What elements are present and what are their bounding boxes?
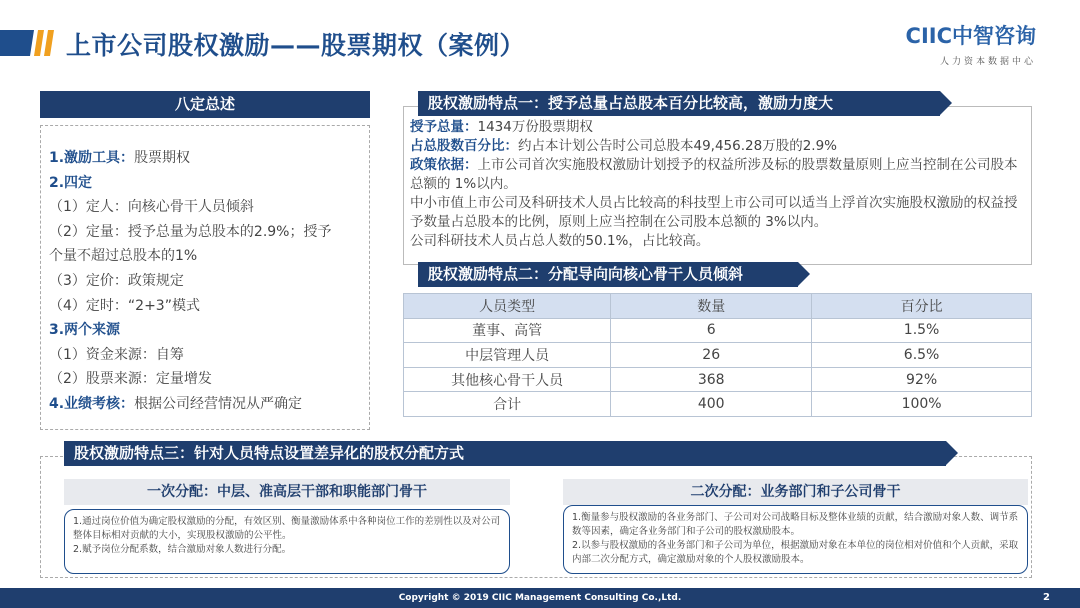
table-row <box>404 392 1032 417</box>
table-cell: 1.5% <box>812 318 1032 343</box>
feature1-item: 中小市值上市公司及科研技术人员占比较高的科技型上市公司可以适当上浮首次实施股权激励的权益授予数量占总股本的比例，原则上应当控制在公司股本总额的 3%以内。 <box>410 195 1018 230</box>
feature1-item: 公司科研技术人员占总人数的50.1%，占比较高。 <box>410 233 710 249</box>
table-cell: 368 <box>611 367 812 392</box>
feature1-heading: 股权激励特点一：授予总量占总股本百分比较高，激励力度大 <box>418 91 940 116</box>
table-cell: 400 <box>611 392 812 417</box>
summary-line: 2.四定 <box>49 174 93 191</box>
table-cell: 92% <box>812 367 1032 392</box>
table-cell: 合计 <box>404 392 611 417</box>
table-row <box>404 367 1032 392</box>
summary-heading: 八定总述 <box>40 91 370 118</box>
logo-sub-text: 人力资本数据中心 <box>939 57 1036 67</box>
feature1-content <box>410 118 1028 251</box>
page-number: 2 <box>1043 592 1050 603</box>
column-header: 数量 <box>611 294 812 319</box>
table-row <box>404 318 1032 343</box>
summary-line: （3）定价：政策规定 <box>49 272 184 289</box>
footer-bar <box>0 588 1080 608</box>
column-header: 百分比 <box>812 294 1032 319</box>
summary-line: 3.两个来源 <box>49 322 121 339</box>
table-cell: 26 <box>611 343 812 368</box>
feature1-item: 授予总量：1434万份股票期权 <box>410 119 593 135</box>
summary-panel <box>40 125 370 430</box>
summary-line: 1.激励工具：股票期权 <box>49 150 191 166</box>
table-cell: 中层管理人员 <box>404 343 611 368</box>
page-title: 上市公司股权激励——股票期权（案例） <box>66 31 526 60</box>
summary-line: （2）股票来源：定量增发 <box>49 371 212 388</box>
table-cell: 其他核心骨干人员 <box>404 367 611 392</box>
summary-line: 个量不超过总股本的1% <box>49 248 198 265</box>
table-cell: 6.5% <box>812 343 1032 368</box>
company-logo <box>886 20 1036 67</box>
allocation-table <box>403 293 1032 417</box>
feature1-item: 政策依据：上市公司首次实施股权激励计划授予的权益所涉及标的股票数量原则上应当控制在公司股本总额的 1%以内。 <box>410 157 1018 192</box>
summary-line: （4）定时：“2+3”模式 <box>49 297 200 314</box>
logo-main-text: CIIC中智咨询 <box>905 24 1036 48</box>
summary-line: （1）定人：向核心骨干人员倾斜 <box>49 199 254 216</box>
feature2-heading: 股权激励特点二：分配导向向核心骨干人员倾斜 <box>418 262 798 287</box>
summary-line: （2）定量：授予总量为总股本的2.9%；授予 <box>49 223 332 240</box>
table-row <box>404 343 1032 368</box>
copyright-text: Copyright © 2019 CIIC Management Consulting Co.,Ltd. <box>398 593 682 603</box>
table-cell: 100% <box>812 392 1032 417</box>
first-allocation-heading: 一次分配：中层、准高层干部和职能部门骨干 <box>64 479 510 505</box>
table-header-row <box>404 294 1032 319</box>
summary-line: （1）资金来源：自筹 <box>49 346 184 363</box>
title-accent-bar <box>0 30 58 56</box>
table-cell: 6 <box>611 318 812 343</box>
feature1-item: 占总股数百分比：约占本计划公告时公司总股本49,456.28万股的2.9% <box>410 138 838 154</box>
second-allocation-heading: 二次分配：业务部门和子公司骨干 <box>563 479 1028 505</box>
summary-line: 4.业绩考核：根据公司经营情况从严确定 <box>49 395 303 412</box>
first-allocation-text: 1.通过岗位价值为确定股权激励的分配，有效区别、衡量激励体系中各种岗位工作的差别性以及对公司整体目标相对贡献的大小，实现股权激励的公平性。 2.赋予岗位分配系数，结合激励对象人数进行分配。 <box>64 509 510 574</box>
column-header: 人员类型 <box>404 294 611 319</box>
second-allocation-text: 1.衡量参与股权激励的各业务部门、子公司对公司战略目标及整体业绩的贡献，结合激励对象人数、调节系数等因素，确定各业务部门和子公司的股权激励股本。 2.以参与股权激励的各业务部门和子公司为单位，根据激励对象在本单位的岗位相对价值和个人贡献，采取内部二次分配方式，确定激励对象的个人股权激励股本。 <box>563 505 1028 574</box>
table-cell: 董事、高管 <box>404 318 611 343</box>
feature3-heading: 股权激励特点三：针对人员特点设置差异化的股权分配方式 <box>64 441 946 466</box>
